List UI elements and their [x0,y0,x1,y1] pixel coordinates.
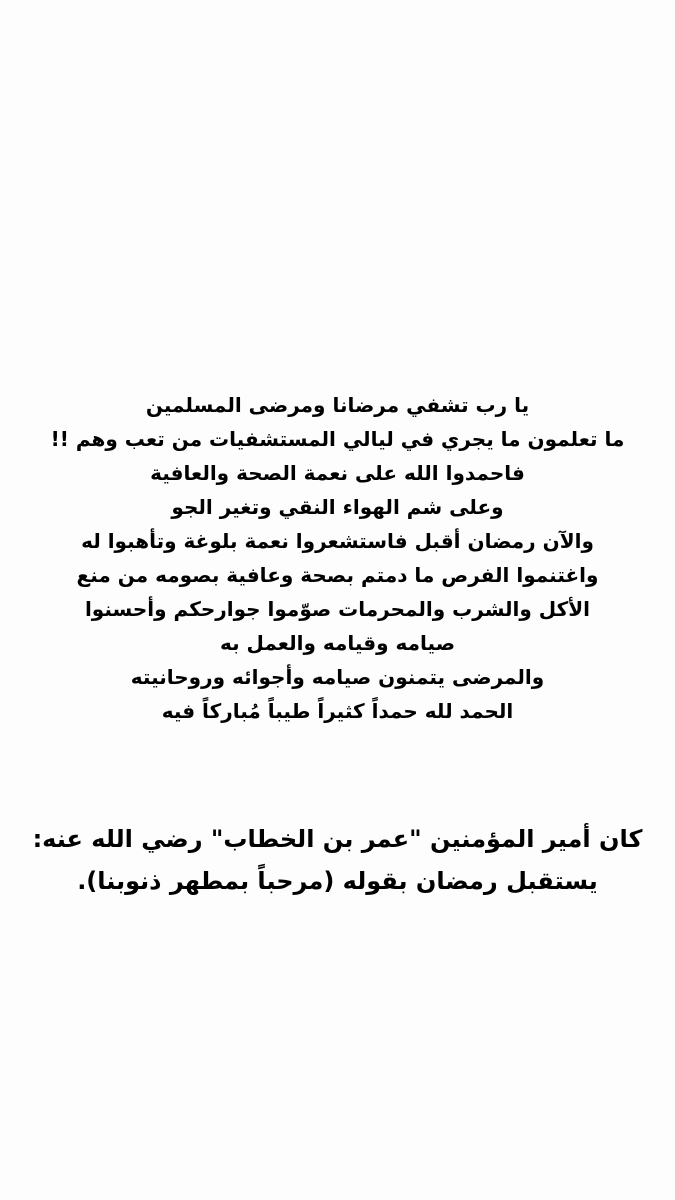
poem-line: وعلى شم الهواء النقي وتغير الجو [171,495,504,519]
poem-line: فاحمدوا الله على نعمة الصحة والعافية [150,461,525,485]
poem-line: يا رب تشفي مرضانا ومرضى المسلمين [145,393,530,417]
poem-text-block [0,388,675,728]
poem-line: صيامه وقيامه والعمل به [219,631,456,655]
quote-line: يستقبل رمضان بقوله (مرحباً بمطهر ذنوبنا). [77,867,598,895]
poem-line: الأكل والشرب والمحرمات صوّموا جوارحكم وأحسنوا [84,597,591,621]
poem-line: الحمد لله حمداً كثيراً طيباً مُباركاً فيه [161,699,514,723]
poem-line: ما تعلمون ما يجري في ليالي المستشفيات من تعب وهم !! [50,427,625,451]
quote-text-block [0,818,675,902]
quote-line: كان أمير المؤمنين "عمر بن الخطاب" رضي الله عنه: [32,825,643,853]
poem-line: والآن رمضان أقبل فاستشعروا نعمة بلوغة وتأهبوا له [81,529,594,553]
poem-line: والمرضى يتمنون صيامه وأجوائه وروحانيته [130,665,545,689]
poem-line: واغتنموا الفرص ما دمتم بصحة وعافية بصومه من منع [76,563,599,587]
